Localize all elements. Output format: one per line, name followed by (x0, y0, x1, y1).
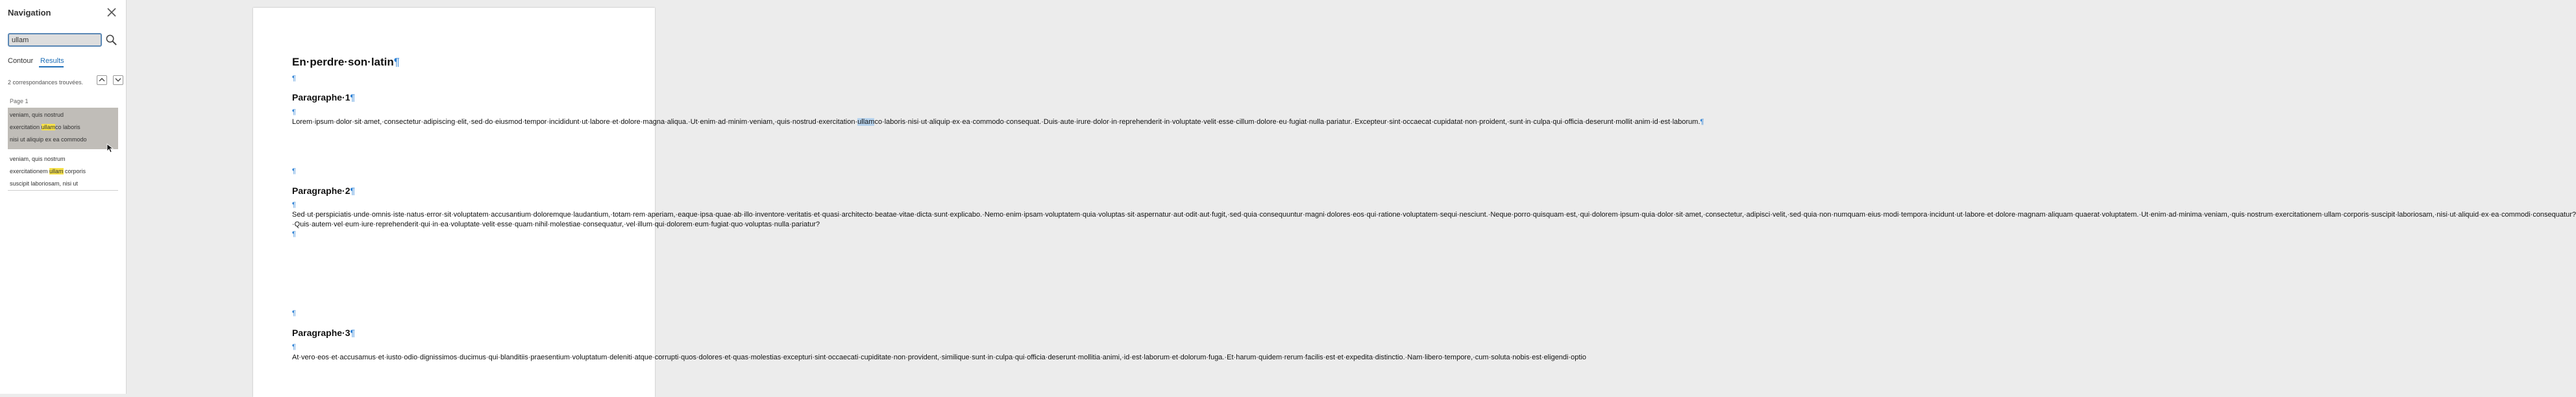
pilcrow-mark: ¶ (350, 92, 356, 102)
result-line: veniam, quis nostrud (10, 112, 64, 118)
heading-paragraphe-1: Paragraphe·1¶ (292, 92, 356, 102)
empty-paragraph-mark: ¶ (292, 108, 296, 116)
result-line: exercitationem ullam corporis (10, 168, 86, 174)
next-match-button[interactable] (113, 75, 123, 85)
chevron-down-icon (115, 77, 121, 82)
match-count: 2 correspondances trouvées. (8, 79, 84, 86)
result-line: exercitation ullamco laboris (10, 124, 80, 130)
previous-match-button[interactable] (97, 75, 107, 85)
paragraph-2: Sed·ut·perspiciatis·unde·omnis·iste·natus·error·sit·voluptatem·accusantium·doloremque·laudantium,·totam·rem·aperiam,·eaque·ipsa·quae·ab·illo·inventore·veritatis·et·quasi·architecto·beatae·vitae·dicta·sunt·explicabo.·Nemo·enim·ipsam·voluptatem·quia·voluptas·sit·aspernatur·aut·odit·aut·fugit,·sed·quia·consequuntur·magni·dolores·eos·qui·ratione·voluptatem·sequi·nesciunt.·Neque·porro·quisquam·est,·qui·dolorem·ipsum·quia·dolor·sit·amet,·consectetur,·adipisci·velit,·sed·quia·non·numquam·eius·modi·tempora·incidunt·ut·labore·et·dolore·magnam·aliquam·quaerat·voluptatem.·Ut·enim·ad·minima·veniam,·quis·nostrum·exercitationem·ullam·corporis·suscipit·laboriosam,·nisi·ut·aliquid·ex·ea·commodi·consequatur?·Quis·autem·vel·eum·iure·reprehenderit·qui·in·ea·voluptate·velit·esse·quam·nihil·molestiae·consequatur,·vel·illum·qui·dolorem·eum·fugiat·quo·voluptas·nulla·pariatur?¶ (292, 211, 2576, 239)
heading-paragraphe-3: Paragraphe·3¶ (292, 328, 356, 338)
empty-paragraph-mark: ¶ (292, 167, 296, 175)
document-page[interactable] (253, 8, 2576, 397)
result-line: veniam, quis nostrum (10, 156, 66, 162)
paragraph-3: At·vero·eos·et·accusamus·et·iusto·odio·dignissimos·ducimus·qui·blanditiis·praesentium·voluptatum·deleniti·atque·corrupti·quos·dolores·et·quas·molestias·excepturi·sint·occaecati·cupiditate·non·provident,·similique·sunt·in·culpa·qui·officia·deserunt·mollitia·animi,·id·est·laborum·et·dolorum·fuga.·Et·harum·quidem·rerum·facilis·est·et·expedita·distinctio.·Nam·libero·tempore,·cum·soluta·nobis·est·eligendi·optio (292, 354, 1587, 361)
tab-results[interactable]: Results (40, 57, 64, 65)
search-icon[interactable] (105, 34, 117, 46)
search-match-selection: ullam (857, 118, 875, 126)
pilcrow-mark: ¶ (393, 56, 400, 68)
search-result-item[interactable] (8, 108, 118, 149)
page-group-label: Page 1 (10, 98, 29, 104)
heading-paragraphe-2: Paragraphe·2¶ (292, 186, 356, 196)
match-highlight: ullam (49, 168, 64, 174)
empty-paragraph-mark: ¶ (292, 201, 296, 209)
chevron-up-icon (99, 77, 105, 82)
tab-contour[interactable]: Contour (8, 57, 34, 65)
search-result-item[interactable] (8, 153, 118, 191)
match-highlight: ullam (41, 124, 56, 130)
navigation-title: Navigation (8, 8, 51, 18)
close-icon[interactable] (106, 7, 117, 18)
empty-paragraph-mark: ¶ (292, 75, 296, 82)
navigation-panel (0, 0, 127, 394)
pilcrow-mark: ¶ (350, 328, 356, 338)
pilcrow-mark: ¶ (292, 230, 296, 239)
document-title: En·perdre·son·latin¶ (292, 56, 400, 68)
paragraph-1: Lorem·ipsum·dolor·sit·amet,·consectetur·adipiscing·elit,·sed·do·eiusmod·tempor·incididunt·ut·labore·et·dolore·magna·aliqua.·Ut·enim·ad·minim·veniam,·quis·nostrud·exercitation·ullamco·laboris·nisi·ut·aliquip·ex·ea·commodo·consequat.·Duis·aute·irure·dolor·in·reprehenderit·in·voluptate·velit·esse·cillum·dolore·eu·fugiat·nulla·pariatur.·Excepteur·sint·occaecat·cupidatat·non·proident,·sunt·in·culpa·qui·officia·deserunt·mollit·anim·id·est·laborum.¶ (292, 118, 1704, 126)
search-input[interactable] (8, 33, 102, 47)
empty-paragraph-mark: ¶ (292, 343, 296, 351)
mouse-pointer-icon (106, 143, 114, 153)
pilcrow-mark: ¶ (1700, 118, 1704, 126)
result-line: nisi ut aliquip ex ea commodo (10, 136, 87, 143)
pilcrow-mark: ¶ (350, 186, 356, 196)
empty-paragraph-mark: ¶ (292, 309, 296, 317)
result-line: suscipit laboriosam, nisi ut (10, 180, 79, 187)
active-tab-indicator (39, 66, 64, 67)
